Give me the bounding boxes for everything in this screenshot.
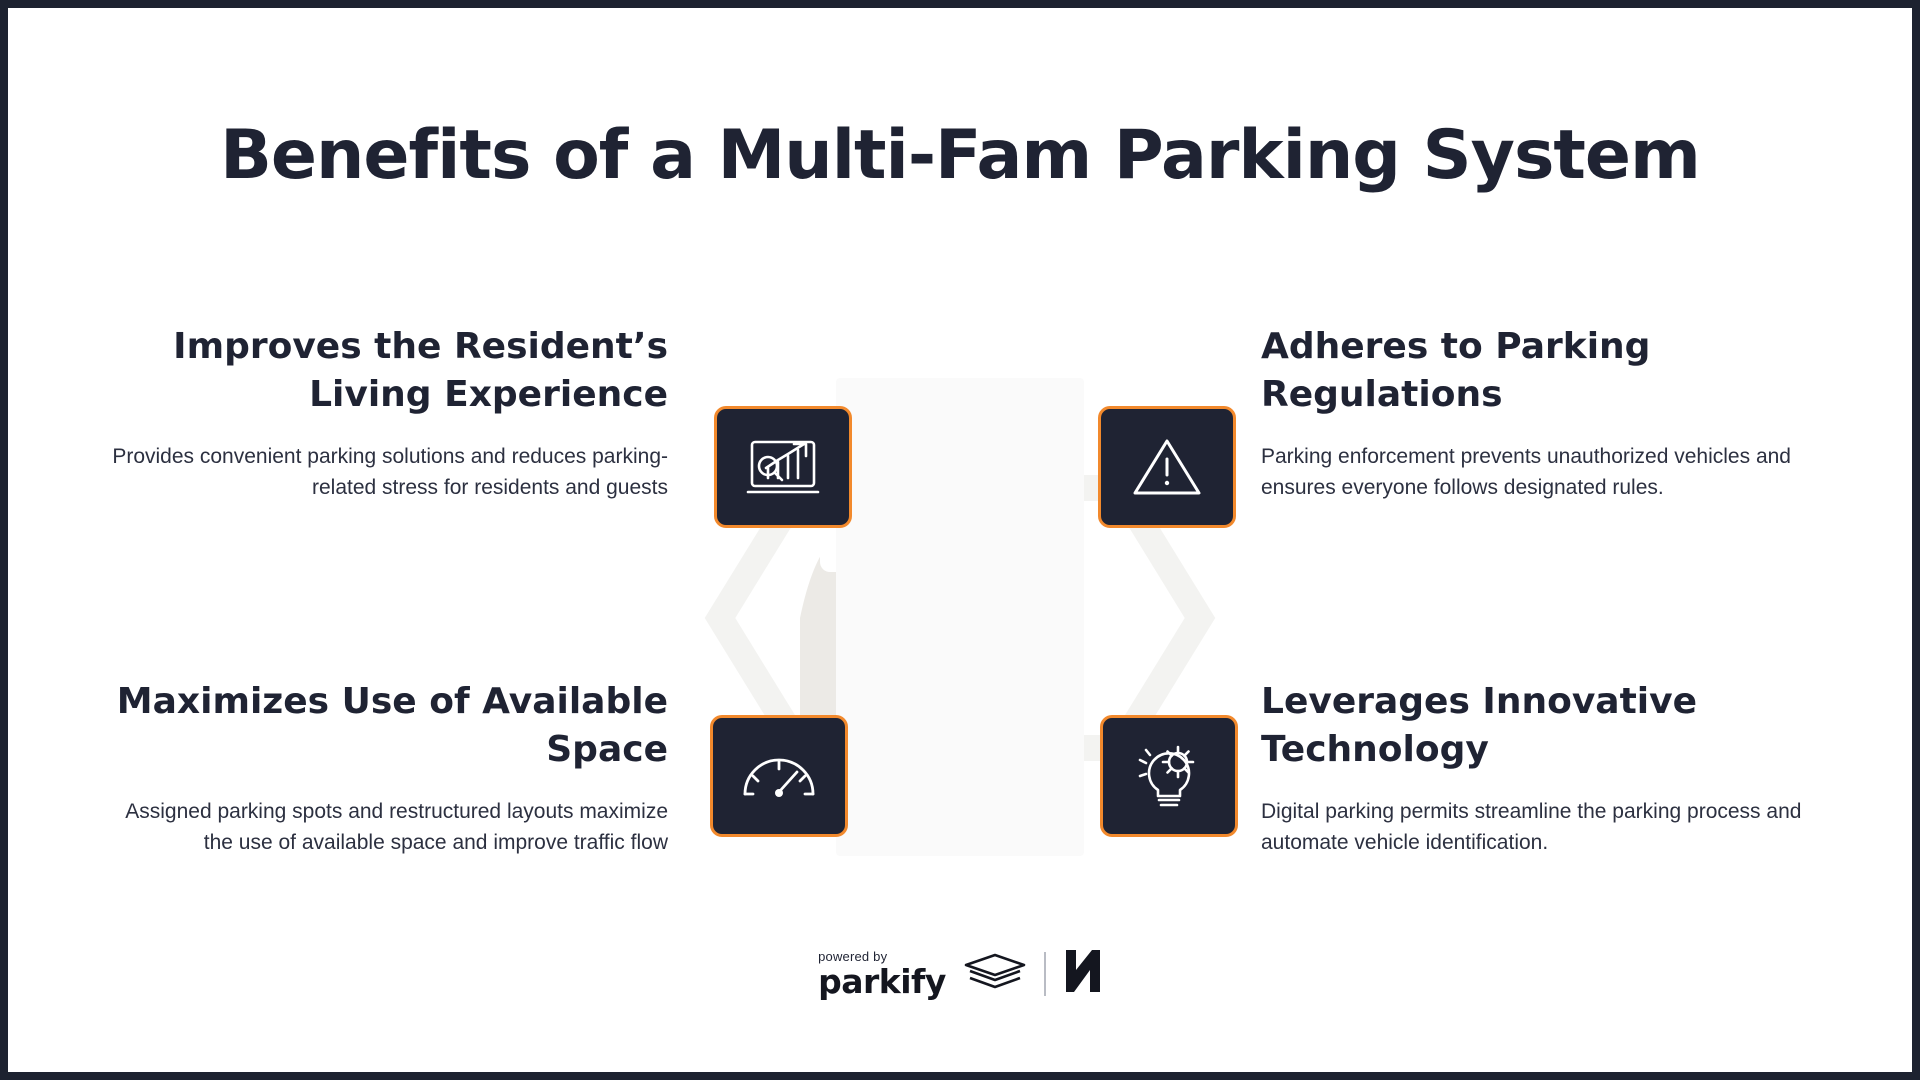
benefit-improves-resident-living-experience bbox=[108, 323, 668, 504]
benefit-body: Provides convenient parking solutions and reduces parking-related stress for residents and guests bbox=[112, 444, 668, 500]
gauge-meter-icon bbox=[739, 748, 819, 804]
stacked-layers-icon bbox=[962, 951, 1028, 996]
benefit-heading: Improves the Resident’s Living Experience bbox=[173, 326, 668, 415]
footer-branding bbox=[8, 948, 1912, 999]
powered-by-parkify bbox=[818, 948, 946, 1001]
benefit-body: Parking enforcement prevents unauthorized vehicles and ensures everyone follows designated rules. bbox=[1261, 444, 1791, 500]
powered-by-label: powered by bbox=[818, 948, 888, 964]
lightbulb-gear-icon bbox=[1132, 742, 1206, 810]
lightbulb-gear-icon-tile bbox=[1100, 715, 1238, 837]
benefit-body: Assigned parking spots and restructured layouts maximize the use of available space and improve traffic flow bbox=[125, 799, 668, 855]
benefit-maximizes-use-of-available-space bbox=[108, 678, 668, 859]
benefit-heading: Maximizes Use of Available Space bbox=[116, 681, 668, 770]
n-monogram-icon bbox=[1062, 948, 1102, 999]
center-panel-backdrop bbox=[836, 378, 1084, 856]
benefit-leverages-innovative-technology bbox=[1261, 678, 1821, 859]
benefit-adheres-to-parking-regulations bbox=[1261, 323, 1821, 504]
slide-canvas bbox=[8, 8, 1912, 1072]
footer-divider bbox=[1044, 952, 1046, 996]
benefit-body: Digital parking permits streamline the parking process and automate vehicle identification. bbox=[1261, 799, 1802, 855]
chart-growth-icon-tile bbox=[714, 406, 852, 528]
brand-name: parkify bbox=[818, 961, 946, 1001]
chart-growth-icon bbox=[746, 434, 820, 500]
benefit-heading: Adheres to Parking Regulations bbox=[1261, 326, 1651, 415]
benefit-heading: Leverages Innovative Technology bbox=[1261, 681, 1698, 770]
gauge-meter-icon-tile bbox=[710, 715, 848, 837]
page-title: Benefits of a Multi-Fam Parking System bbox=[220, 116, 1700, 195]
warning-triangle-icon-tile bbox=[1098, 406, 1236, 528]
warning-triangle-icon bbox=[1131, 435, 1203, 499]
